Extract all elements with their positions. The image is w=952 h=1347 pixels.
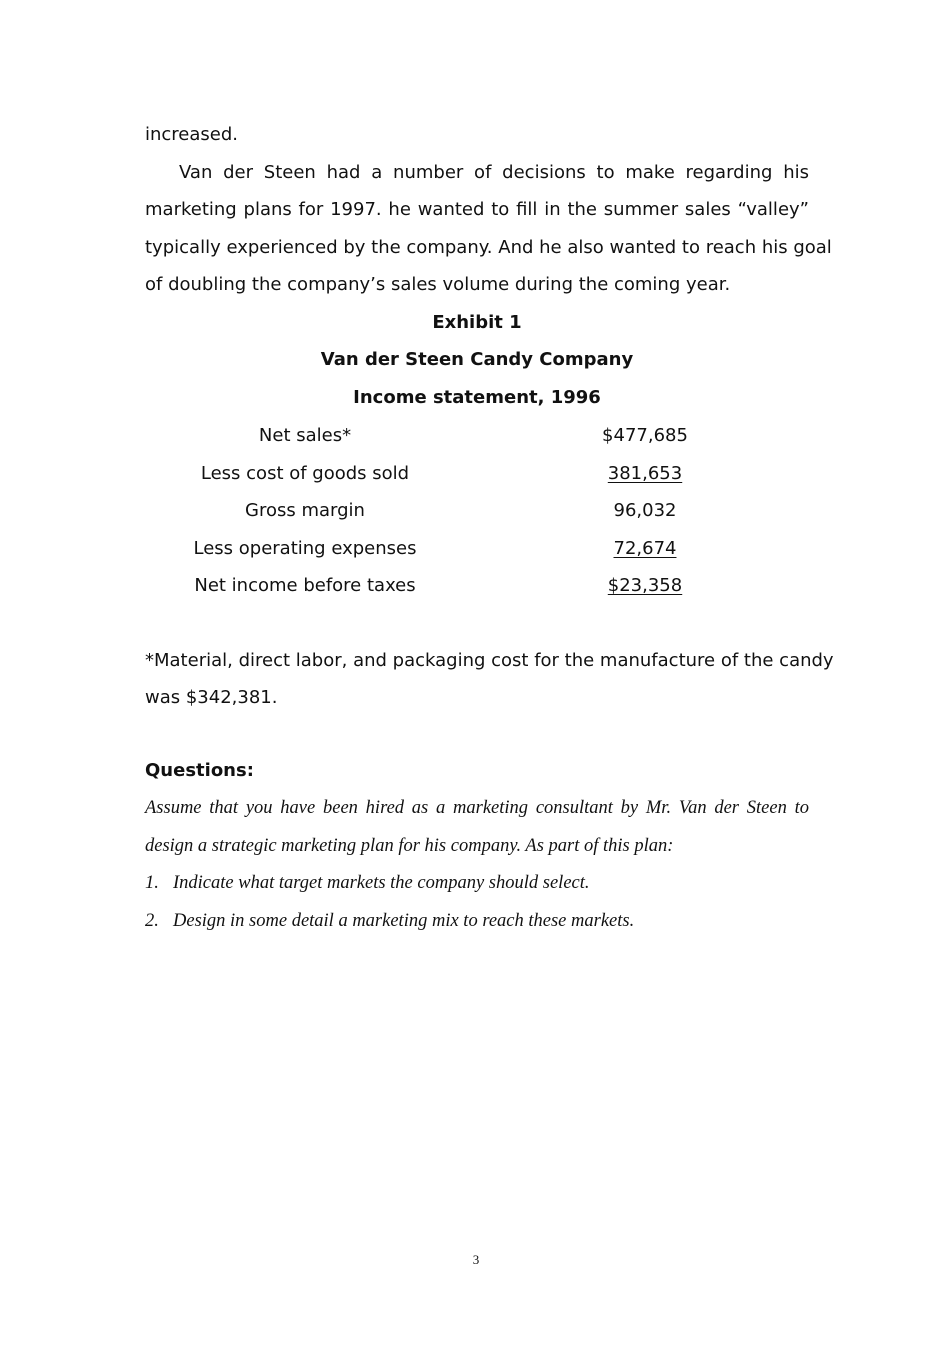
row-value: $477,685 bbox=[602, 425, 688, 446]
question-text: Design in some detail a marketing mix to reach these markets. bbox=[173, 910, 635, 931]
exhibit-label: Exhibit 1 bbox=[432, 311, 522, 333]
paragraph-line: typically experienced by the company. And he also wanted to reach his goal bbox=[145, 236, 832, 258]
table-row bbox=[145, 536, 809, 574]
footnote-line: *Material, direct labor, and packaging cost for the manufacture of the candy bbox=[145, 649, 834, 671]
spacer bbox=[145, 611, 809, 648]
paragraph-line: marketing plans for 1997. he wanted to fill in the summer sales “valley” bbox=[145, 199, 809, 220]
question-item bbox=[145, 870, 809, 908]
income-statement-table bbox=[145, 423, 809, 611]
questions-heading: Questions: bbox=[145, 759, 254, 781]
paragraph-line: Van der Steen had a number of decisions to make regarding his bbox=[179, 161, 809, 183]
row-label: Gross margin bbox=[245, 500, 365, 521]
exhibit-company: Van der Steen Candy Company bbox=[320, 349, 634, 370]
paragraph-decisions bbox=[145, 160, 832, 310]
row-value: 96,032 bbox=[613, 500, 677, 521]
row-value bbox=[570, 573, 720, 599]
table-row bbox=[145, 423, 809, 461]
underlined-value: 72,674 bbox=[613, 537, 677, 559]
row-label: Net income before taxes bbox=[194, 575, 416, 596]
questions-intro-line: design a strategic marketing plan for his company. As part of this plan: bbox=[145, 835, 674, 856]
row-value bbox=[570, 536, 720, 562]
row-label: Less operating expenses bbox=[193, 537, 417, 559]
page-content bbox=[145, 122, 834, 945]
table-row bbox=[145, 573, 809, 611]
paragraph-line: of doubling the company’s sales volume during the coming year. bbox=[145, 274, 731, 295]
questions-intro-line: Assume that you have been hired as a marketing consultant by Mr. Van der Steen to bbox=[145, 798, 809, 818]
page-number: 3 bbox=[472, 1252, 480, 1267]
underlined-value: 381,653 bbox=[607, 462, 683, 484]
spacer bbox=[145, 723, 809, 758]
footnote bbox=[145, 648, 834, 723]
row-label: Net sales* bbox=[258, 425, 352, 446]
question-text: Indicate what target markets the company should select. bbox=[173, 873, 590, 893]
table-row bbox=[145, 498, 809, 536]
underlined-value: $23,358 bbox=[607, 575, 683, 596]
question-item bbox=[145, 908, 809, 946]
row-value bbox=[570, 461, 720, 487]
table-row bbox=[145, 461, 809, 499]
question-number: 1. bbox=[145, 873, 159, 893]
paragraph-continuation: increased. bbox=[145, 124, 239, 145]
exhibit-statement-title: Income statement, 1996 bbox=[353, 386, 601, 408]
footnote-line: was $342,381. bbox=[145, 687, 278, 708]
questions-section bbox=[145, 795, 809, 945]
row-label: Less cost of goods sold bbox=[200, 462, 410, 484]
question-number: 2. bbox=[145, 910, 159, 931]
